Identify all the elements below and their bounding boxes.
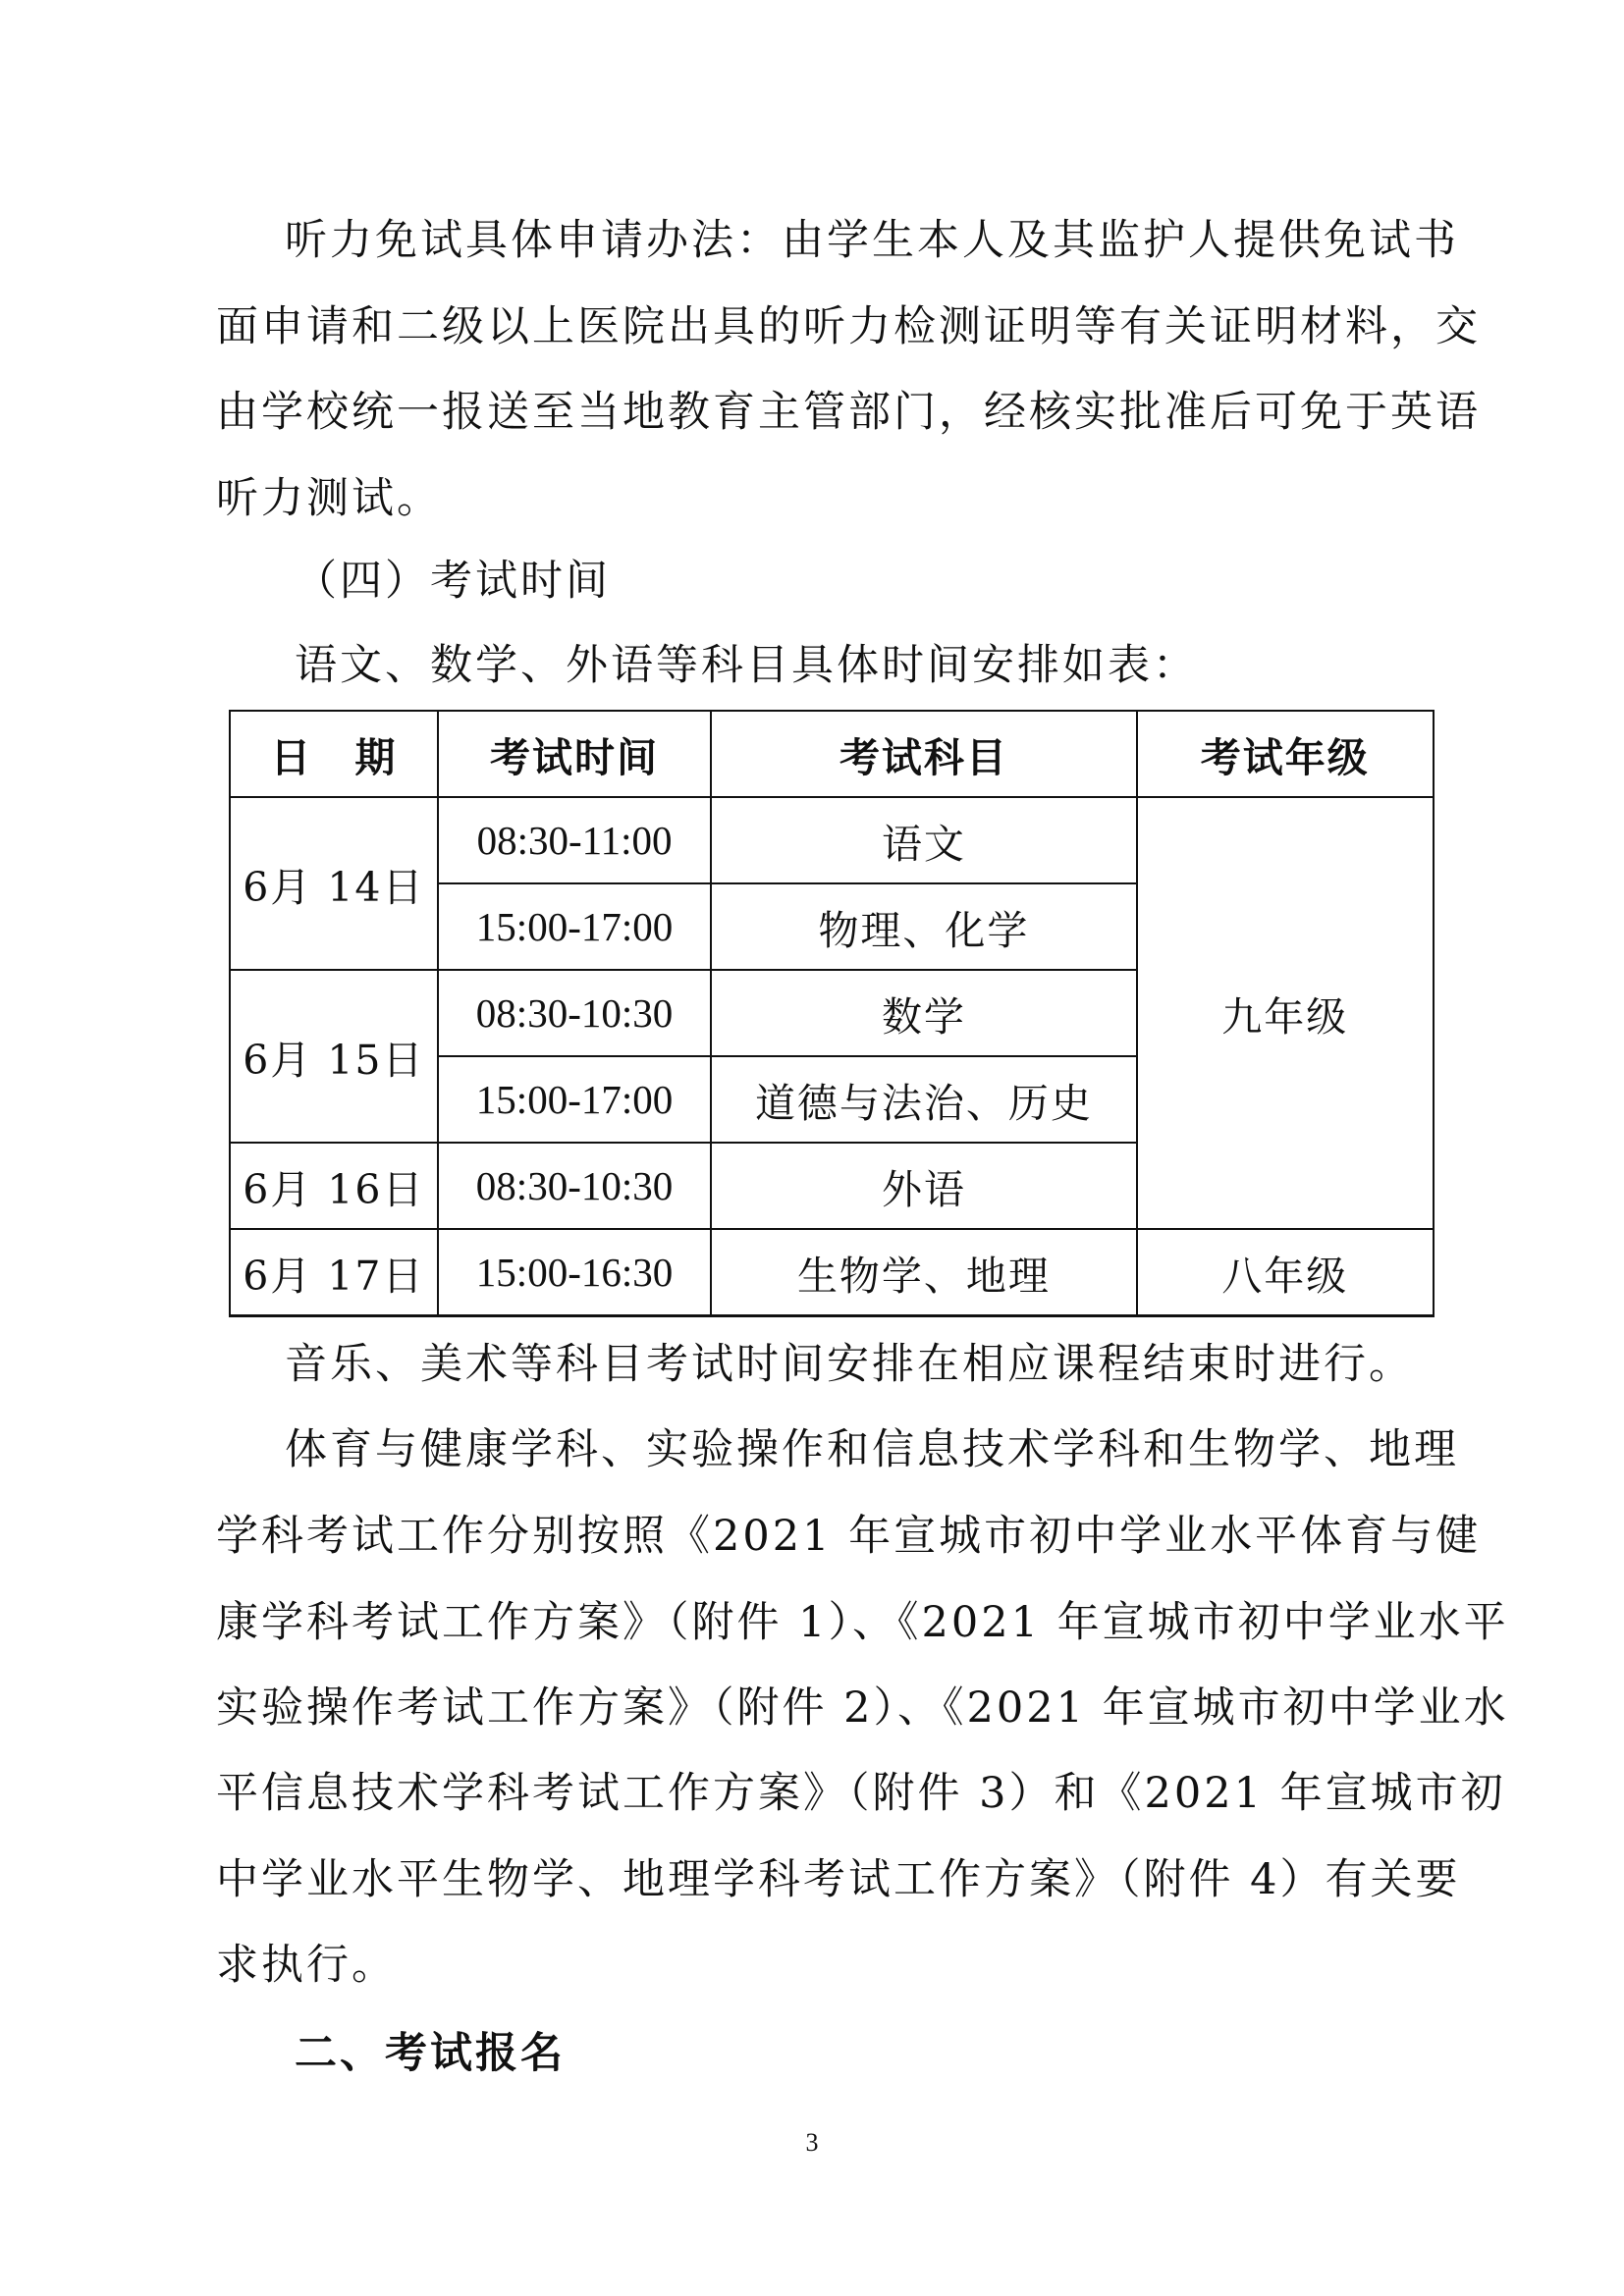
paragraph-line: 中学业水平生物学、地理学科考试工作方案》（附件 4）有关要 [216, 1855, 1461, 1904]
cell-time: 15:00-16:30 [438, 1229, 712, 1316]
table-row [230, 1229, 1434, 1316]
page-number: 3 [805, 2128, 819, 2157]
table-row [230, 797, 1434, 883]
header-date: 日 期 [230, 711, 438, 797]
cell-date: 6月 17日 [230, 1229, 438, 1316]
cell-grade: 九年级 [1137, 797, 1434, 1229]
cell-subject: 生物学、地理 [711, 1229, 1136, 1316]
cell-time: 15:00-17:00 [438, 1056, 712, 1143]
cell-date: 6月 15日 [230, 970, 438, 1143]
cell-subject: 数学 [711, 970, 1136, 1056]
paragraph-line: 体育与健康学科、实验操作和信息技术学科和生物学、地理 [285, 1425, 1459, 1474]
cell-subject: 道德与法治、历史 [711, 1056, 1136, 1143]
cell-subject: 外语 [711, 1143, 1136, 1229]
exam-schedule-table [229, 710, 1435, 1317]
cell-date: 6月 14日 [230, 797, 438, 970]
header-grade: 考试年级 [1137, 711, 1434, 797]
table-intro: 语文、数学、外语等科目具体时间安排如表： [295, 641, 1198, 690]
paragraph-line: 听力测试。 [216, 474, 442, 523]
cell-time: 15:00-17:00 [438, 883, 712, 970]
paragraph-line: 实验操作考试工作方案》（附件 2）、《2021 年宣城市初中学业水 [216, 1683, 1509, 1733]
paragraph-line: 求执行。 [216, 1941, 397, 1990]
cell-grade: 八年级 [1137, 1229, 1434, 1316]
paragraph-line: 听力免试具体申请办法：由学生本人及其监护人提供免试书 [285, 216, 1459, 265]
paragraph-line: 由学校统一报送至当地教育主管部门，经核实批准后可免于英语 [216, 388, 1481, 437]
paragraph-line: 面申请和二级以上医院出具的听力检测证明等有关证明材料，交 [216, 302, 1481, 351]
paragraph-line: 学科考试工作分别按照《2021 年宣城市初中学业水平体育与健 [216, 1512, 1482, 1561]
cell-subject: 物理、化学 [711, 883, 1136, 970]
cell-date: 6月 16日 [230, 1143, 438, 1229]
cell-subject: 语文 [711, 797, 1136, 883]
paragraph-line: 平信息技术学科考试工作方案》（附件 3）和《2021 年宣城市初 [216, 1769, 1506, 1818]
paragraph-line: 康学科考试工作方案》（附件 1）、《2021 年宣城市初中学业水平 [216, 1598, 1509, 1647]
section-heading-exam-time: （四）考试时间 [295, 557, 611, 606]
header-subject: 考试科目 [711, 711, 1136, 797]
table-header-row [230, 711, 1434, 797]
cell-time: 08:30-10:30 [438, 1143, 712, 1229]
header-time: 考试时间 [438, 711, 712, 797]
cell-time: 08:30-11:00 [438, 797, 712, 883]
cell-time: 08:30-10:30 [438, 970, 712, 1056]
paragraph-line: 音乐、美术等科目考试时间安排在相应课程结束时进行。 [285, 1340, 1414, 1389]
section-heading-registration: 二、考试报名 [295, 2029, 566, 2078]
